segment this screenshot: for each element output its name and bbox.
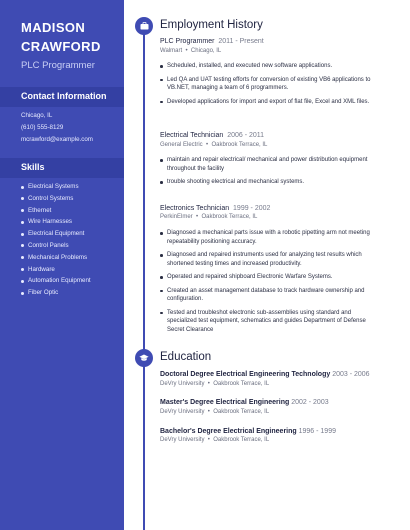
edu-title-line — [160, 371, 370, 378]
edu-school-line: DeVry University • Oakbrook Terrace, IL — [160, 437, 270, 443]
job-bullet: Developed applications for import and export of flat file, Excel and XML files. — [160, 98, 378, 107]
job-bullets — [160, 229, 378, 339]
job-location: Oakbrook Terrace, IL — [211, 142, 268, 148]
job-bullet: Created an asset management database to track hardware ownership and configuration. — [160, 287, 378, 304]
edu-school: DeVry University — [160, 409, 205, 415]
edu-title-line — [160, 399, 329, 406]
contact-city: Chicago, IL — [21, 112, 53, 119]
education-heading: Education — [160, 351, 212, 363]
job-bullet: Diagnosed and repaired instruments used for analyzing test results which shortened testing times and increased productivity. — [160, 251, 378, 268]
skills-heading: Skills — [21, 162, 45, 172]
job-bullet: Diagnosed a mechanical parts issue with a robotic pipetting arm not meeting repeatability positioning accuracy. — [160, 229, 378, 246]
edu-dates: 2003 - 2006 — [332, 371, 370, 378]
job-title-line — [160, 38, 264, 45]
job-company: PerkinElmer — [160, 214, 193, 220]
job-title-line — [160, 205, 270, 212]
job-company: General Electric — [160, 142, 203, 148]
edu-school: DeVry University — [160, 381, 205, 387]
job-bullet: Led QA and UAT testing efforts for conversion of existing VB6 applications to VB.NET, managing a team of 6 programmers. — [160, 76, 378, 93]
graduation-cap-icon — [135, 349, 153, 367]
sidebar — [0, 0, 124, 530]
job-company-line: Walmart • Chicago, IL — [160, 48, 222, 54]
skill-item: Ethernet — [21, 205, 91, 217]
skill-item: Automation Equipment — [21, 275, 91, 287]
contact-email: mcrawford@example.com — [21, 136, 93, 143]
edu-degree: Bachelor's Degree Electrical Engineering — [160, 428, 297, 435]
timeline-line — [143, 18, 145, 530]
skill-item: Mechanical Problems — [21, 252, 91, 264]
job-company: Walmart — [160, 48, 183, 54]
employment-heading: Employment History — [160, 19, 263, 31]
contact-heading: Contact Information — [21, 91, 107, 101]
job-bullet: Scheduled, installed, and executed new software applications. — [160, 62, 378, 71]
job-title: PLC Programmer — [160, 38, 215, 45]
edu-school-line: DeVry University • Oakbrook Terrace, IL — [160, 381, 270, 387]
job-dates: 2011 - Present — [218, 38, 264, 45]
skill-item: Fiber Optic — [21, 287, 91, 299]
job-bullets — [160, 156, 378, 192]
job-title: Electronics Technician — [160, 205, 230, 212]
edu-location: Oakbrook Terrace, IL — [213, 381, 270, 387]
job-bullet: Operated and repaired shipboard Electronic Warfare Systems. — [160, 273, 378, 282]
job-bullets — [160, 62, 378, 111]
edu-school: DeVry University — [160, 437, 205, 443]
job-company-line: General Electric • Oakbrook Terrace, IL — [160, 142, 268, 148]
skill-item: Control Panels — [21, 240, 91, 252]
job-dates: 2006 - 2011 — [227, 132, 265, 139]
job-bullet: trouble shooting electrical and mechanical systems. — [160, 178, 378, 187]
job-title: Electrical Technician — [160, 132, 224, 139]
job-dates: 1999 - 2002 — [233, 205, 271, 212]
skills-list — [21, 181, 91, 299]
skill-item: Control Systems — [21, 193, 91, 205]
job-bullet: Tested and troubleshot electronic sub-assemblies using standard and specialized test equipment, schematics and guides Department of Defense Secret Clearance — [160, 309, 378, 335]
job-company-line: PerkinElmer • Oakbrook Terrace, IL — [160, 214, 258, 220]
job-title-line — [160, 132, 264, 139]
edu-dates: 2002 - 2003 — [291, 399, 329, 406]
edu-degree: Master's Degree Electrical Engineering — [160, 399, 290, 406]
edu-school-line: DeVry University • Oakbrook Terrace, IL — [160, 409, 270, 415]
skill-item: Electrical Equipment — [21, 228, 91, 240]
contact-phone: (610) 555-8129 — [21, 124, 64, 131]
candidate-title: PLC Programmer — [21, 60, 95, 71]
skills-heading-band — [0, 158, 124, 178]
edu-degree: Doctoral Degree Electrical Engineering Technology — [160, 371, 331, 378]
edu-dates: 1996 - 1999 — [298, 428, 336, 435]
job-location: Oakbrook Terrace, IL — [201, 214, 258, 220]
skill-item: Wire Harnesses — [21, 216, 91, 228]
job-bullet: maintain and repair electrical/ mechanical and power distribution equipment throughout the facility — [160, 156, 378, 173]
briefcase-icon — [135, 17, 153, 35]
candidate-name: MADISON CRAWFORD — [21, 20, 101, 54]
job-location: Chicago, IL — [190, 48, 222, 54]
skill-item: Electrical Systems — [21, 181, 91, 193]
edu-location: Oakbrook Terrace, IL — [213, 437, 270, 443]
skill-item: Hardware — [21, 264, 91, 276]
edu-title-line — [160, 428, 336, 435]
edu-location: Oakbrook Terrace, IL — [213, 409, 270, 415]
